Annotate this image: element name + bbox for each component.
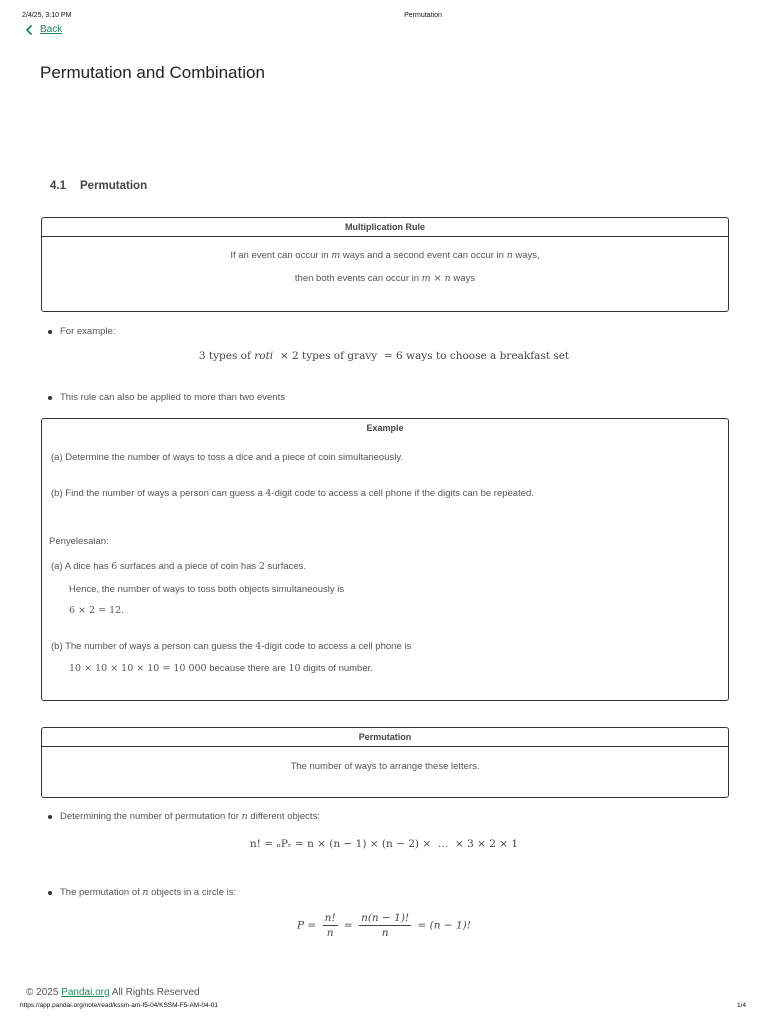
rule-text: then both events can occur in: [294, 273, 422, 284]
a-label: (a): [51, 561, 63, 572]
rule-text: ways and a second event can occur in: [340, 250, 507, 261]
print-header: [0, 12, 768, 24]
permutation-text: The number of ways to arrange these letters.: [290, 761, 480, 772]
footer: [26, 987, 200, 998]
bullet-permutation: [48, 811, 320, 822]
bullet-circle: [48, 887, 236, 898]
bullet-text: objects in a circle is:: [148, 887, 237, 898]
footer-rights: All Rights Reserved: [109, 987, 200, 998]
q-text: -digit code to access a cell phone if the digits can be repeated.: [271, 488, 534, 499]
formula-part: = (n − 1)!: [417, 919, 471, 932]
rule-text: ways,: [512, 250, 540, 261]
a-text: surfaces and a piece of coin has: [117, 561, 259, 572]
example-title: Example: [366, 423, 404, 433]
a-text: A dice has: [64, 561, 112, 572]
rule-text: ways: [450, 273, 476, 284]
section-title: Permutation: [80, 180, 148, 192]
a-text: because there are: [206, 663, 289, 674]
formula-permutation: n! = ₙPᵣ = n × (n − 1) × (n − 2) × … × 3 × 2 × 1: [249, 838, 519, 850]
bullet-text: different objects:: [247, 811, 320, 822]
back-link[interactable]: [24, 24, 62, 35]
bullet-dot: [48, 396, 52, 400]
bullet-dot: [48, 815, 52, 819]
multiplication-rule-title: Multiplication Rule: [42, 218, 728, 237]
permutation-box: [41, 727, 729, 798]
formula-part: 3 types of: [198, 350, 255, 362]
answer-a-result: 6 × 2 = 12.: [69, 605, 125, 616]
fraction-denominator: n: [381, 927, 389, 939]
fraction-denominator: n: [326, 927, 334, 939]
bullet-more-events: [48, 392, 285, 403]
formula-breakfast: [0, 350, 768, 362]
q-label: (b): [51, 488, 63, 499]
fraction-2: [359, 912, 411, 939]
formula-part: P =: [297, 919, 317, 932]
formula-part: =: [343, 919, 353, 932]
a-num: 4: [255, 641, 262, 652]
rule-expr: m × n: [421, 273, 451, 284]
bullet-text: This rule can also be applied to more than two events: [60, 392, 285, 403]
q-num: 4: [265, 488, 272, 499]
a-label: (b): [51, 641, 63, 652]
print-page-number: 1/4: [736, 1002, 746, 1009]
section-number: 4.1: [50, 180, 66, 192]
answer-a: [51, 561, 306, 572]
fraction-numerator: n(n − 1)!: [361, 912, 410, 924]
bullet-text: For example:: [60, 326, 116, 337]
print-url: https://app.pandai.org/note/read/kssm-am-f5-04/KSSM-F5-AM-04-01: [20, 1002, 218, 1009]
a-text: The number of ways a person can guess the: [65, 641, 256, 652]
page-title: Permutation and Combination: [40, 63, 265, 82]
question-a: [51, 452, 403, 463]
a-text: surfaces.: [264, 561, 307, 572]
a-expr: 10 × 10 × 10 × 10 = 10 000: [69, 663, 207, 674]
print-date: 2/4/25, 3:10 PM: [22, 12, 72, 19]
multiplication-rule-body: [42, 237, 728, 284]
solution-label: Penyelesaian:: [49, 536, 109, 547]
footer-link[interactable]: Pandai.org: [61, 987, 110, 998]
formula-part: × 2 types of gravy = 6 ways to choose a breakfast set: [273, 350, 570, 362]
back-label: Back: [40, 24, 63, 35]
bullet-text: The permutation of: [60, 887, 143, 898]
rule-line-1: [42, 250, 728, 273]
var-n: n: [506, 250, 513, 261]
footer-copyright: © 2025: [26, 987, 62, 998]
section-heading: [50, 180, 147, 192]
multiplication-rule-box: [41, 217, 729, 312]
a-num: 2: [258, 561, 265, 572]
bullet-dot: [48, 891, 52, 895]
q-text: Find the number of ways a person can guess a: [65, 488, 266, 499]
bullet-dot: [48, 330, 52, 334]
a-text: digits of number.: [300, 663, 373, 674]
fraction-numerator: n!: [324, 912, 336, 924]
q-label: (a): [51, 452, 63, 463]
formula-roti: roti: [254, 350, 274, 362]
question-b: [51, 488, 534, 499]
a-text: -digit code to access a cell phone is: [261, 641, 412, 652]
answer-b-result: [69, 663, 373, 674]
answer-a-hence: Hence, the number of ways to toss both objects simultaneously is: [69, 584, 345, 595]
rule-text: If an event can occur in: [230, 250, 332, 261]
bullet-text: Determining the number of permutation for: [60, 811, 242, 822]
print-title: Permutation: [404, 12, 442, 19]
fraction-1: [323, 912, 338, 939]
bullet-for-example: [48, 326, 115, 337]
var-m: m: [331, 250, 341, 261]
a-num: 6: [111, 561, 118, 572]
formula-circle: [0, 912, 768, 939]
chevron-left-icon: [24, 25, 34, 35]
var-n: n: [142, 887, 149, 898]
q-text: Determine the number of ways to toss a dice and a piece of coin simultaneously.: [65, 452, 404, 463]
permutation-title: Permutation: [42, 728, 728, 747]
example-box: [41, 418, 729, 701]
rule-line-2: [42, 273, 728, 284]
answer-b: [51, 641, 411, 652]
var-n: n: [241, 811, 248, 822]
a-num: 10: [288, 663, 301, 674]
